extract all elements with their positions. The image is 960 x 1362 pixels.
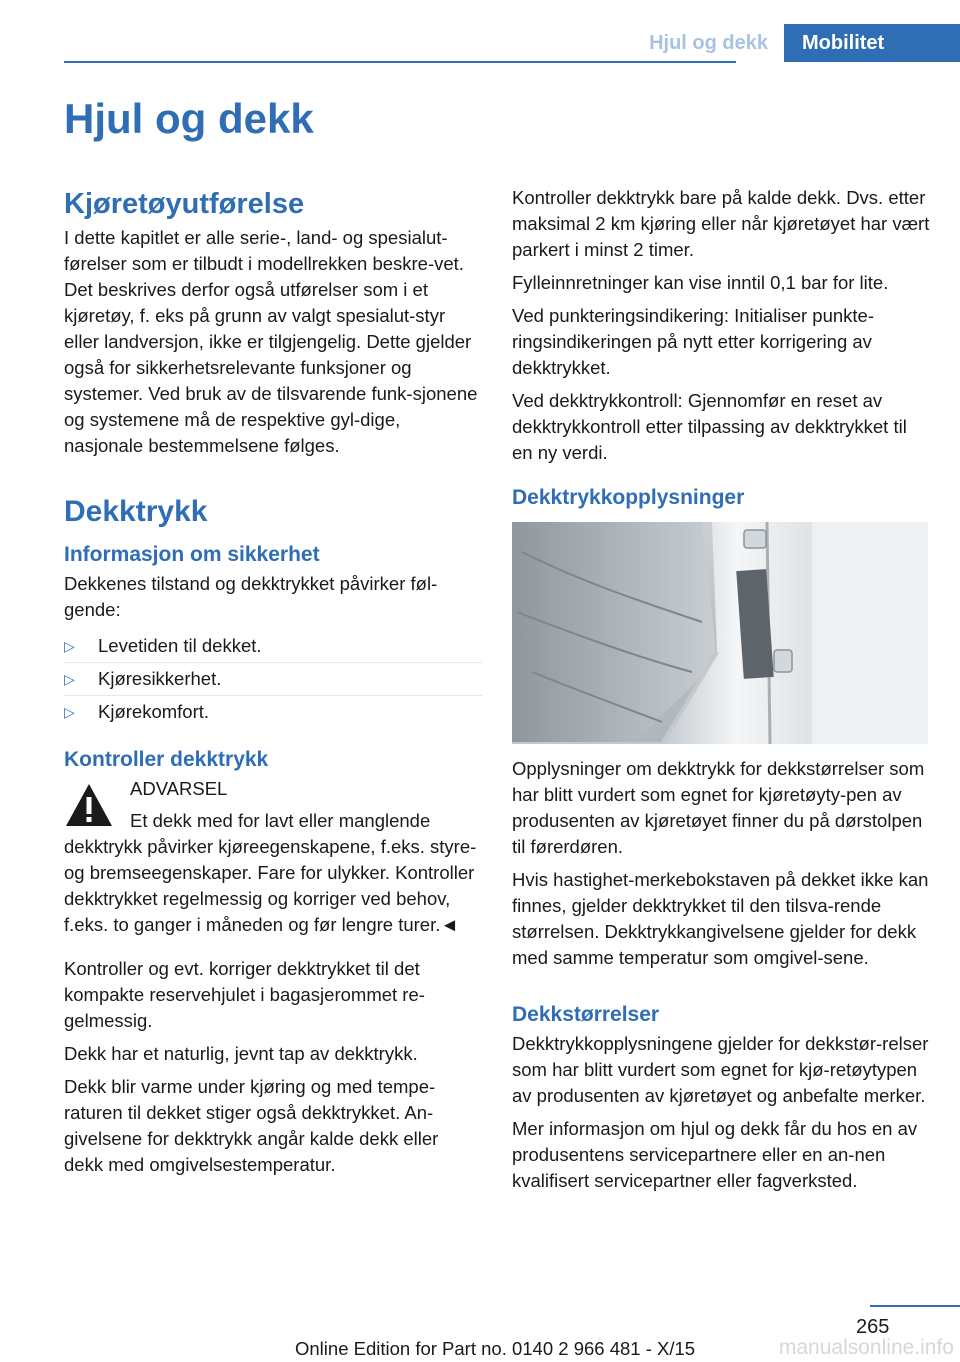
paragraph-pressure-info-2: Hvis hastighet-merkebokstaven på dekket ikke kan finnes, gjelder dekktrykket til den tilsva-rende størrelsen. Dekktrykkangivelsene gjelder for dekk med samme temperatur som omgivel-sene.: [512, 869, 929, 968]
heading-safety-info: Informasjon om sikkerhet: [64, 543, 320, 566]
heading-check-pressure: Kontroller dekktrykk: [64, 748, 269, 771]
page-title: Hjul og dekk: [64, 95, 314, 142]
list-item-text: Kjørekomfort.: [98, 701, 210, 722]
paragraph-filling-devices: Fylleinnretninger kan vise inntil 0,1 bar for lite.: [512, 272, 889, 293]
heading-tire-sizes: Dekkstørrelser: [512, 1003, 660, 1026]
footer-rule: [870, 1305, 960, 1307]
list-item-text: Kjøresikkerhet.: [98, 668, 222, 689]
paragraph-vehicle-version: I dette kapitlet er alle serie-, land- og spesialut-førelser som er tilbudt i modellrekken beskre-vet. Det beskrives derfor også utførelser som i et kjøretøy, f. eks på grunn av valgt spesialut-styr eller landversjon, ikke er tilgjengelig. Dette gjelder også for sikkerhetsrelevante funksjoner og systemer. Ved bruk av de tilsvarende funk-sjonene og systemene må de respektive gyl-dige, nasjonale bestemmelsene følges.: [64, 227, 478, 456]
triangle-right-icon: ▷: [64, 638, 75, 654]
paragraph-cold-tires: Kontroller dekktrykk bare på kalde dekk. Dvs. etter maksimal 2 km kjøring eller når kjøretøyet har vært parkert i minst 2 timer.: [512, 187, 930, 260]
list-item: [64, 630, 482, 663]
paragraph-spare-wheel: Kontroller og evt. korriger dekktrykket til det kompakte reservehjulet i bagasjerommet re-gelmessig.: [64, 958, 425, 1031]
right-column: [512, 185, 930, 1201]
warning-triangle-icon: [64, 782, 114, 828]
paragraph-pressure-info-1: Opplysninger om dekktrykk for dekkstørrelser som har blitt vurdert som egnet for kjøretøyty-pen av produsenten av kjøretøyet finner du på dørstolpen til førerdøren.: [512, 758, 925, 857]
page-number: 265: [856, 1316, 890, 1338]
heading-vehicle-version: Kjøretøyutførelse: [64, 188, 305, 220]
paragraph-tire-sizes-1: Dekktrykkopplysningene gjelder for dekkstør-relser som har blitt vurdert som egnet for kjø-retøytypen av produsenten av kjøretøyet og anbefalte merker.: [512, 1033, 929, 1106]
watermark: manualsonline.info: [778, 1336, 954, 1359]
heading-tire-pressure: Dekktrykk: [64, 495, 208, 528]
header-tabs: [629, 24, 960, 62]
paragraph-flat-tire-indicator: Ved punkteringsindikering: Initialiser punkte-ringsindikeringen på nytt etter korrigering av dekktrykket.: [512, 305, 874, 378]
paragraph-safety-intro: Dekkenes tilstand og dekktrykket påvirker føl-gende:: [64, 573, 438, 620]
safety-bullet-list: [64, 630, 482, 728]
footer-edition: Online Edition for Part no. 0140 2 966 481 - X/15: [295, 1338, 696, 1359]
door-pillar-image: [512, 522, 928, 744]
left-column: [64, 185, 482, 1185]
paragraph-pressure-control: Ved dekktrykkontroll: Gjennomfør en reset av dekktrykkontroll etter tilpassing av dekktrykket til en ny verdi.: [512, 390, 907, 463]
triangle-right-icon: ▷: [64, 704, 75, 720]
triangle-right-icon: ▷: [64, 671, 75, 687]
list-item: [64, 663, 482, 696]
paragraph-pressure-loss: Dekk har et naturlig, jevnt tap av dekktrykk.: [64, 1043, 418, 1064]
warning-text: Et dekk med for lavt eller manglende dekktrykk påvirker kjøreegenskapene, f.eks. styre- og bremseegenskaper. Fare for ulykker. Kontroller dekktrykket regelmessig og korriger ved behov, f.eks. to ganger i måneden og før lengre turer.◄: [64, 810, 477, 935]
tab-chapter[interactable]: Mobilitet: [784, 24, 960, 62]
warning-header-text: [130, 776, 227, 802]
paragraph-tire-sizes-2: Mer informasjon om hjul og dekk får du hos en av produsentens servicepartnere eller en an-nen kvalifisert servicepartner eller fagverksted.: [512, 1118, 918, 1191]
list-item: [64, 696, 482, 728]
tab-section[interactable]: Hjul og dekk: [649, 31, 768, 54]
paragraph-temperature: Dekk blir varme under kjøring og med tempe-raturen til dekket stiger også dekktrykket. An-givelsene for dekktrykk angår kalde dekk eller dekk med omgivelsestemperatur.: [64, 1076, 439, 1175]
header-rule: [64, 61, 736, 63]
heading-pressure-info: Dekktrykkopplysninger: [512, 486, 745, 509]
list-item-text: Levetiden til dekket.: [98, 635, 262, 656]
warning-label: ADVARSEL: [130, 778, 228, 799]
